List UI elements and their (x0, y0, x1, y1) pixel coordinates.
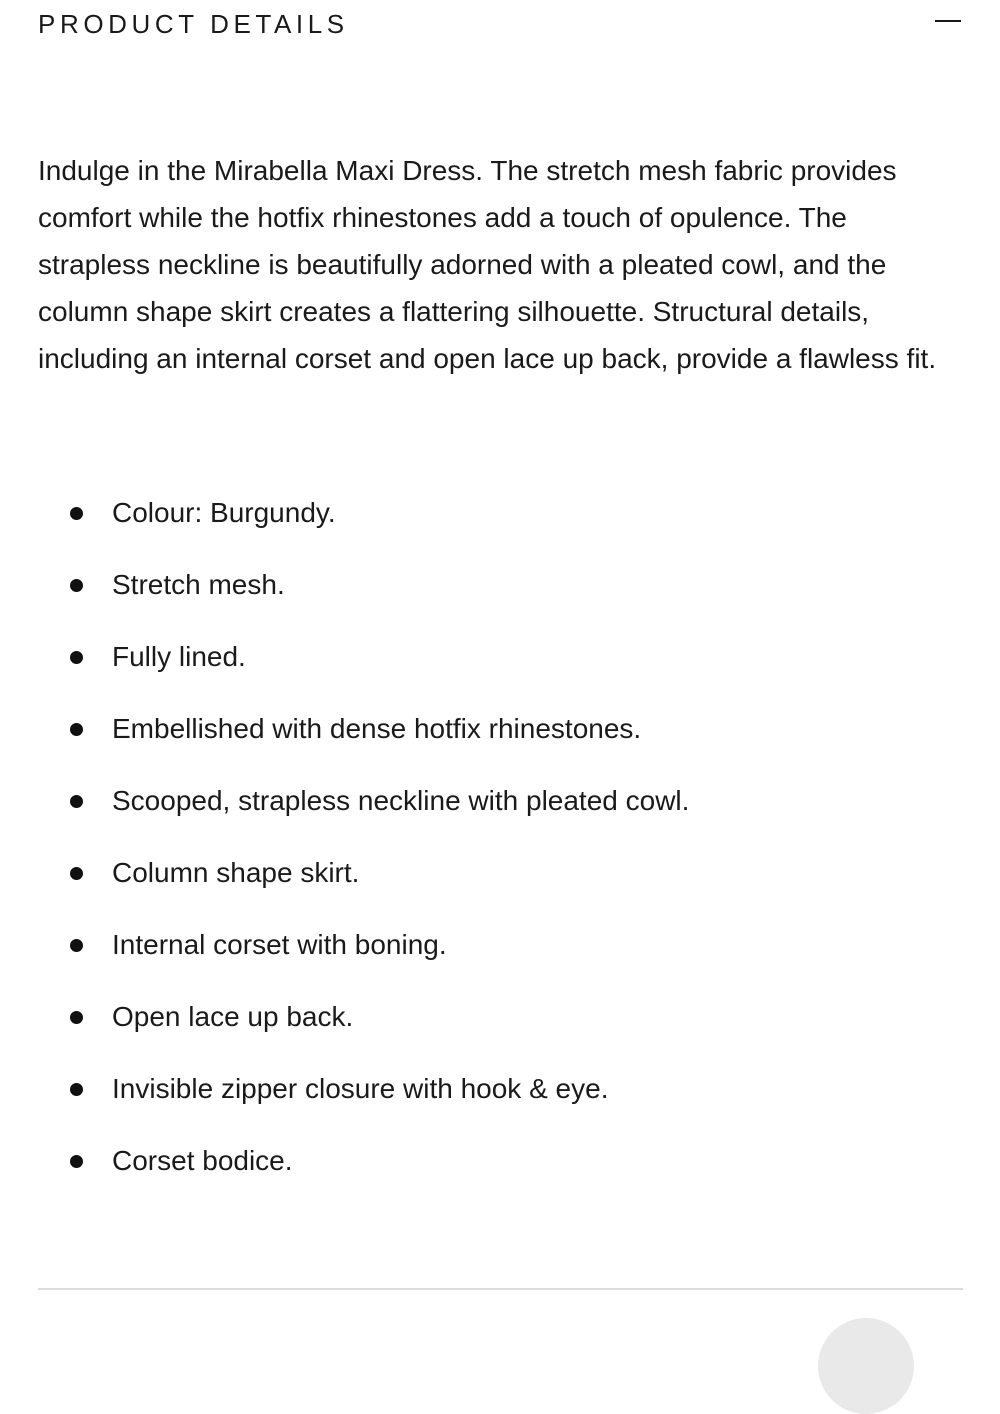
bullet-icon (70, 507, 83, 520)
feature-text: Fully lined. (112, 641, 246, 672)
feature-text: Internal corset with boning. (112, 929, 447, 960)
feature-text: Corset bodice. (112, 1145, 293, 1176)
feature-text: Scooped, strapless neckline with pleated cowl. (112, 785, 690, 816)
feature-text: Column shape skirt. (112, 857, 360, 888)
bullet-icon (70, 939, 83, 952)
list-item (0, 477, 1000, 549)
section-title: PRODUCT DETAILS (38, 9, 349, 39)
list-item (0, 909, 1000, 981)
list-item (0, 837, 1000, 909)
bullet-icon (70, 1083, 83, 1096)
section-divider (38, 1288, 963, 1290)
product-details-header[interactable] (38, 0, 963, 50)
list-item (0, 549, 1000, 621)
minus-icon (935, 20, 961, 22)
bullet-icon (70, 651, 83, 664)
bullet-icon (70, 723, 83, 736)
list-item (0, 981, 1000, 1053)
list-item (0, 1125, 1000, 1197)
feature-text: Open lace up back. (112, 1001, 354, 1032)
list-item (0, 1053, 1000, 1125)
feature-text: Embellished with dense hotfix rhinestones. (112, 713, 642, 744)
feature-list (0, 477, 1000, 1197)
list-item (0, 765, 1000, 837)
bullet-icon (70, 1011, 83, 1024)
collapse-toggle-button[interactable] (933, 8, 963, 34)
list-item (0, 693, 1000, 765)
bullet-icon (70, 795, 83, 808)
feature-text: Colour: Burgundy. (112, 497, 336, 528)
product-description: Indulge in the Mirabella Maxi Dress. The stretch mesh fabric provides comfort while the hotfix rhinestones add a touch of opulence. The strapless neckline is beautifully adorned with a pleated cowl, and the column shape skirt creates a flattering silhouette. Structural details, including an internal corset and open lace up back, provide a flawless fit. (38, 155, 937, 374)
bullet-icon (70, 579, 83, 592)
bullet-icon (70, 1155, 83, 1168)
floating-action-button[interactable] (818, 1318, 914, 1414)
feature-text: Stretch mesh. (112, 569, 285, 600)
bullet-icon (70, 867, 83, 880)
feature-text: Invisible zipper closure with hook & eye. (112, 1073, 609, 1104)
list-item (0, 621, 1000, 693)
